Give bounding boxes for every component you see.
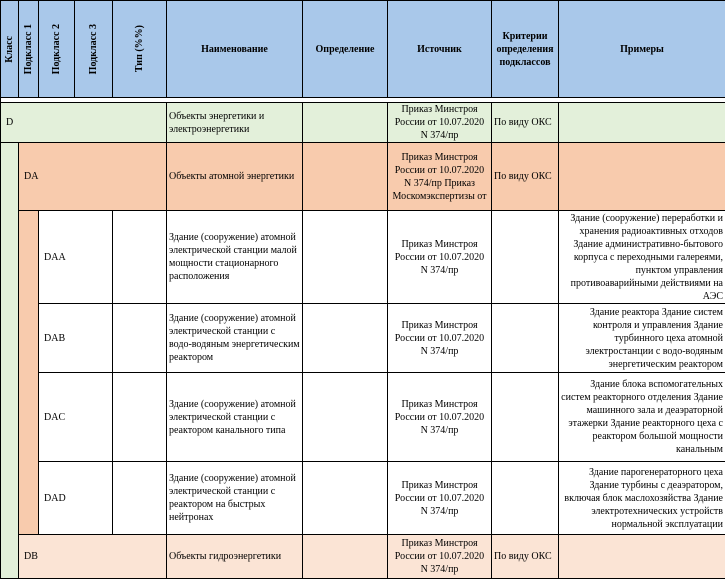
code-cell: DAA bbox=[39, 211, 113, 304]
type-cell bbox=[113, 211, 167, 304]
definition-cell bbox=[303, 535, 388, 579]
name-cell: Объекты гидроэнергетики bbox=[167, 535, 303, 579]
table-row-dad bbox=[1, 462, 725, 535]
name-cell: Объекты энергетики и электроэнергетики bbox=[167, 103, 303, 143]
name-cell: Здание (сооружение) атомной электрической станции малой мощности стационарного расположения bbox=[167, 211, 303, 304]
source-cell: Приказ Минстроя России от 10.07.2020 N 374/пр bbox=[388, 211, 492, 304]
examples-cell bbox=[559, 143, 725, 211]
header-name: Наименование bbox=[167, 1, 303, 98]
type-cell bbox=[113, 304, 167, 373]
definition-cell bbox=[303, 103, 388, 143]
criteria-cell: По виду ОКС bbox=[492, 103, 559, 143]
source-cell: Приказ Минстроя России от 10.07.2020 N 374/пр bbox=[388, 462, 492, 535]
criteria-cell bbox=[492, 211, 559, 304]
code-cell: DAC bbox=[39, 373, 113, 462]
criteria-cell bbox=[492, 304, 559, 373]
criteria-cell bbox=[492, 373, 559, 462]
header-subclass-2: Подкласс 2 bbox=[39, 1, 75, 98]
source-cell: Приказ Минстроя России от 10.07.2020 N 374/пр bbox=[388, 304, 492, 373]
header-row bbox=[1, 1, 725, 98]
criteria-cell bbox=[492, 462, 559, 535]
definition-cell bbox=[303, 373, 388, 462]
class-indent-cell bbox=[1, 143, 19, 579]
examples-cell bbox=[559, 535, 725, 579]
header-definition: Определение bbox=[303, 1, 388, 98]
table-row-d bbox=[1, 103, 725, 143]
header-type: Тип (%%) bbox=[113, 1, 167, 98]
definition-cell bbox=[303, 462, 388, 535]
header-subclass-1: Подкласс 1 bbox=[19, 1, 39, 98]
examples-cell: Здание (сооружение) переработки и хранения радиоактивных отходов Здание административно-бытового корпуса с переходными галереями, пунктом управления противоаварийными действиями на АЭС bbox=[559, 211, 725, 304]
source-cell: Приказ Минстроя России от 10.07.2020 N 374/пр Приказ Москомэкспертизы от bbox=[388, 143, 492, 211]
examples-cell: Здание парогенераторного цеха Здание турбины с деаэратором, включая блок маслохозяйства Здание электротехнических устройств нормальной эксплуатации bbox=[559, 462, 725, 535]
header-class: Класс bbox=[1, 1, 19, 98]
table-row-da bbox=[1, 143, 725, 211]
name-cell: Здание (сооружение) атомной электрической станции с реактором канального типа bbox=[167, 373, 303, 462]
source-cell: Приказ Минстроя России от 10.07.2020 N 374/пр bbox=[388, 535, 492, 579]
type-cell bbox=[113, 373, 167, 462]
name-cell: Здание (сооружение) атомной электрической станции с водо-водяным энергетическим реактором bbox=[167, 304, 303, 373]
code-cell: D bbox=[1, 103, 167, 143]
table-row-dab bbox=[1, 304, 725, 373]
criteria-cell: По виду ОКС bbox=[492, 535, 559, 579]
code-cell: DAB bbox=[39, 304, 113, 373]
table-row-dac bbox=[1, 373, 725, 462]
source-cell: Приказ Минстроя России от 10.07.2020 N 374/пр bbox=[388, 373, 492, 462]
definition-cell bbox=[303, 304, 388, 373]
code-cell: DAD bbox=[39, 462, 113, 535]
table-row-db bbox=[1, 535, 725, 579]
subclass-indent-cell bbox=[19, 211, 39, 535]
source-cell: Приказ Минстроя России от 10.07.2020 N 374/пр bbox=[388, 103, 492, 143]
name-cell: Объекты атомной энергетики bbox=[167, 143, 303, 211]
header-source: Источник bbox=[388, 1, 492, 98]
header-examples: Примеры bbox=[559, 1, 725, 98]
definition-cell bbox=[303, 143, 388, 211]
table-row-daa bbox=[1, 211, 725, 304]
examples-cell bbox=[559, 103, 725, 143]
name-cell: Здание (сооружение) атомной электрической станции с реактором на быстрых нейтронах bbox=[167, 462, 303, 535]
definition-cell bbox=[303, 211, 388, 304]
code-cell: DB bbox=[19, 535, 167, 579]
examples-cell: Здание реактора Здание систем контроля и управления Здание турбинного цеха атомной электростанции с водо-водяным энергетическим реактором bbox=[559, 304, 725, 373]
header-criteria: Критерии определения подклассов bbox=[492, 1, 559, 98]
code-cell: DA bbox=[19, 143, 167, 211]
examples-cell: Здание блока вспомогательных систем реакторного отделения Здание машинного зала и деаэраторной этажерки Здание реакторного цеха с реактором большой мощности канальным bbox=[559, 373, 725, 462]
criteria-cell: По виду ОКС bbox=[492, 143, 559, 211]
header-subclass-3: Подкласс 3 bbox=[75, 1, 113, 98]
type-cell bbox=[113, 462, 167, 535]
